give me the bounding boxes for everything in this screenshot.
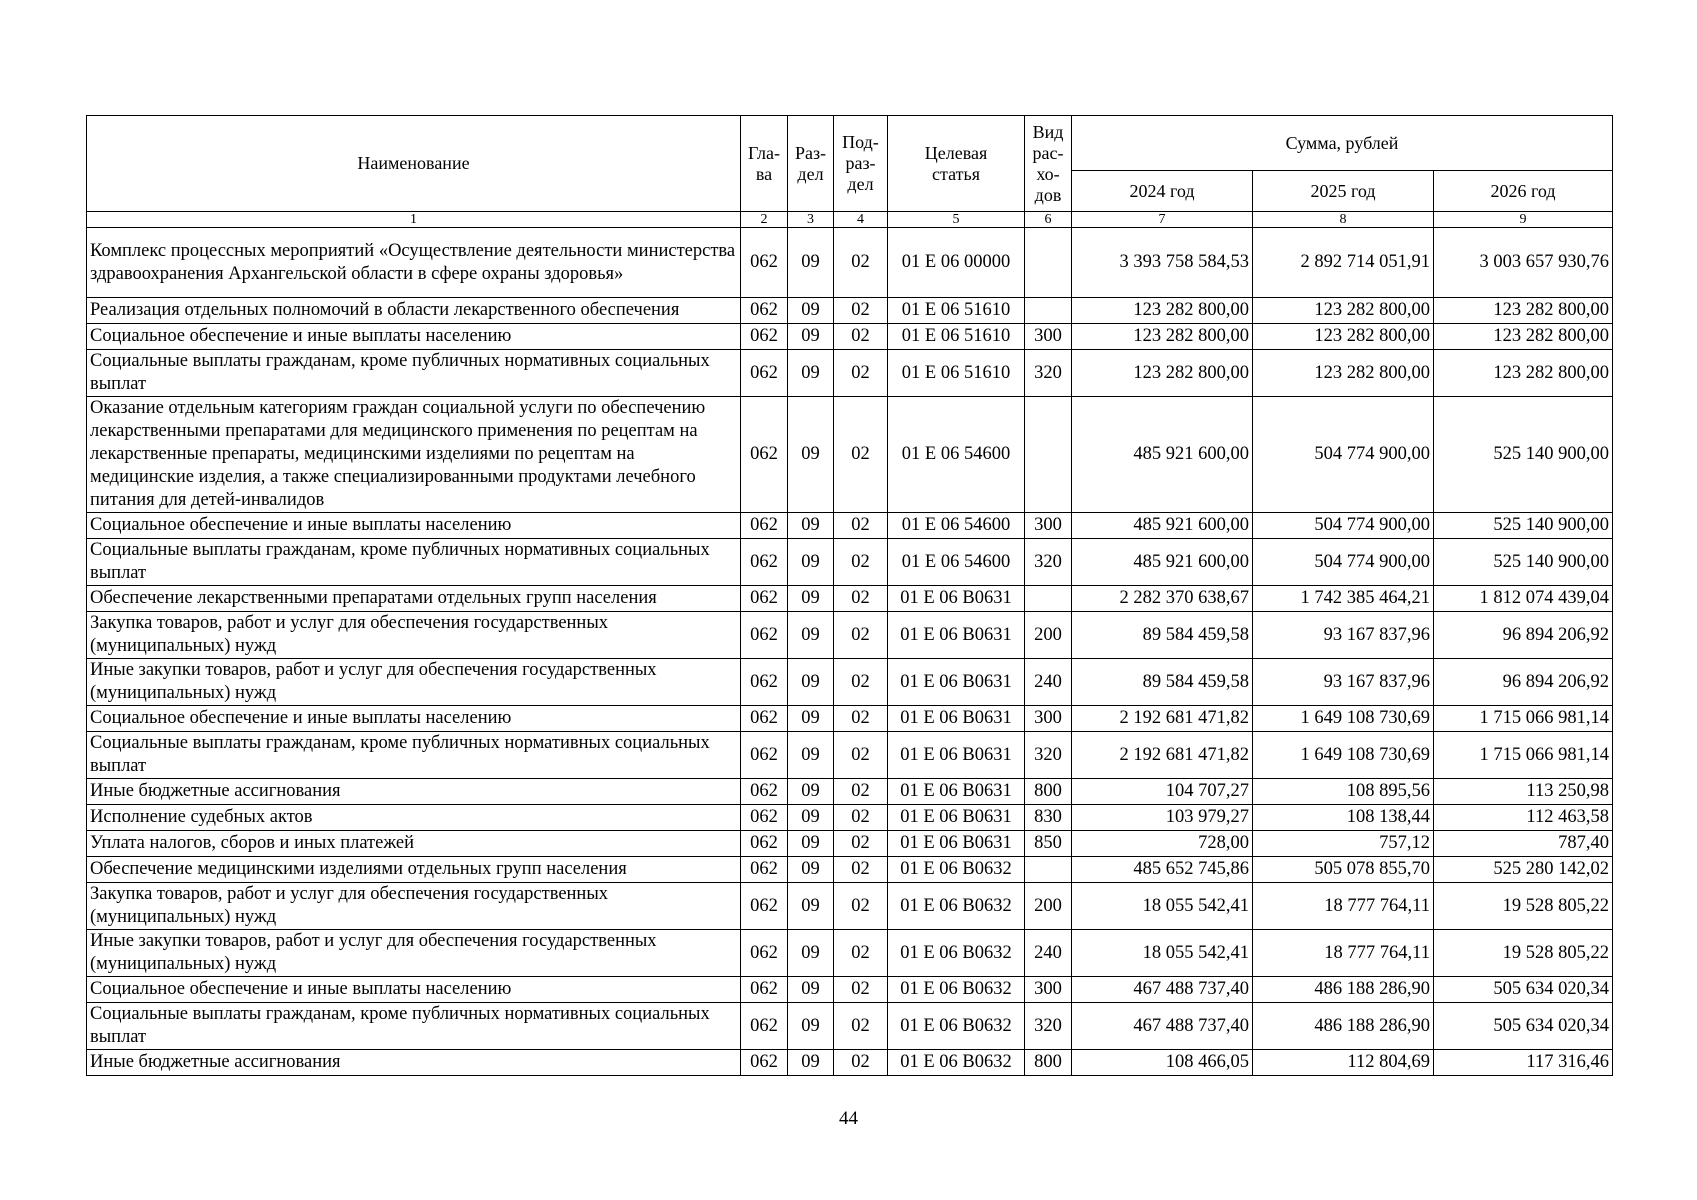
- row-target: 01 Е 06 54600: [888, 397, 1025, 513]
- column-number: 8: [1253, 212, 1434, 228]
- row-expense-type: 320: [1025, 732, 1072, 779]
- row-sum-2024: 485 921 600,00: [1072, 539, 1253, 586]
- table-row: [87, 831, 1613, 857]
- row-chapter: 062: [741, 539, 788, 586]
- row-sum-2025: 108 138,44: [1253, 805, 1434, 831]
- row-subsection: 02: [834, 732, 888, 779]
- row-subsection: 02: [834, 539, 888, 586]
- row-expense-type: 320: [1025, 539, 1072, 586]
- row-target: 01 Е 06 В0631: [888, 732, 1025, 779]
- row-name: Иные закупки товаров, работ и услуг для обеспечения государственных (муниципальных) нужд: [87, 930, 741, 977]
- row-name: Оказание отдельным категориям граждан социальной услуги по обеспечению лекарственными препаратами для медицинского применения по рецептам на лекарственные препараты, медицинскими изделиями по рецептам на медицинские изделия, а также специализированными продуктами лечебного питания для детей-инвалидов: [87, 397, 741, 513]
- row-expense-type: 300: [1025, 324, 1072, 350]
- row-expense-type: 830: [1025, 805, 1072, 831]
- budget-table: [86, 115, 1613, 1076]
- row-sum-2026: 19 528 805,22: [1434, 883, 1613, 930]
- row-target: 01 Е 06 В0631: [888, 831, 1025, 857]
- row-expense-type: [1025, 586, 1072, 612]
- table-row: [87, 732, 1613, 779]
- row-sum-2026: 123 282 800,00: [1434, 324, 1613, 350]
- row-target: 01 Е 06 В0631: [888, 779, 1025, 805]
- row-sum-2024: 89 584 459,58: [1072, 612, 1253, 659]
- row-sum-2025: 93 167 837,96: [1253, 659, 1434, 706]
- row-section: 09: [788, 1003, 834, 1050]
- row-section: 09: [788, 857, 834, 883]
- row-sum-2026: 117 316,46: [1434, 1050, 1613, 1076]
- row-sum-2024: 89 584 459,58: [1072, 659, 1253, 706]
- page-number: 44: [839, 1108, 858, 1129]
- row-subsection: 02: [834, 397, 888, 513]
- row-expense-type: 240: [1025, 659, 1072, 706]
- row-chapter: 062: [741, 324, 788, 350]
- row-sum-2024: 3 393 758 584,53: [1072, 228, 1253, 298]
- table-row: [87, 930, 1613, 977]
- row-sum-2026: 3 003 657 930,76: [1434, 228, 1613, 298]
- row-sum-2024: 2 192 681 471,82: [1072, 706, 1253, 732]
- row-expense-type: 300: [1025, 513, 1072, 539]
- row-target: 01 Е 06 51610: [888, 350, 1025, 397]
- row-expense-type: [1025, 298, 1072, 324]
- row-sum-2026: 113 250,98: [1434, 779, 1613, 805]
- row-chapter: 062: [741, 659, 788, 706]
- row-sum-2026: 525 280 142,02: [1434, 857, 1613, 883]
- row-sum-2024: 485 921 600,00: [1072, 513, 1253, 539]
- row-name: Социальные выплаты гражданам, кроме публичных нормативных социальных выплат: [87, 1003, 741, 1050]
- row-sum-2024: 467 488 737,40: [1072, 977, 1253, 1003]
- row-section: 09: [788, 513, 834, 539]
- row-expense-type: [1025, 857, 1072, 883]
- header-chapter: Гла- ва: [741, 116, 788, 212]
- row-section: 09: [788, 706, 834, 732]
- row-section: 09: [788, 350, 834, 397]
- row-section: 09: [788, 883, 834, 930]
- row-name: Комплекс процессных мероприятий «Осуществление деятельности министерства здравоохранения Архангельской области в сфере охраны здоровья»: [87, 228, 741, 298]
- row-subsection: 02: [834, 612, 888, 659]
- row-subsection: 02: [834, 659, 888, 706]
- row-section: 09: [788, 805, 834, 831]
- row-sum-2026: 1 715 066 981,14: [1434, 732, 1613, 779]
- row-section: 09: [788, 659, 834, 706]
- row-section: 09: [788, 930, 834, 977]
- row-section: 09: [788, 397, 834, 513]
- row-chapter: 062: [741, 831, 788, 857]
- row-chapter: 062: [741, 930, 788, 977]
- row-target: 01 Е 06 51610: [888, 298, 1025, 324]
- row-section: 09: [788, 732, 834, 779]
- row-chapter: 062: [741, 612, 788, 659]
- row-section: 09: [788, 539, 834, 586]
- row-subsection: 02: [834, 350, 888, 397]
- row-sum-2025: 112 804,69: [1253, 1050, 1434, 1076]
- row-sum-2024: 18 055 542,41: [1072, 883, 1253, 930]
- row-target: 01 Е 06 В0632: [888, 930, 1025, 977]
- row-subsection: 02: [834, 1050, 888, 1076]
- row-subsection: 02: [834, 930, 888, 977]
- row-subsection: 02: [834, 805, 888, 831]
- row-sum-2026: 525 140 900,00: [1434, 397, 1613, 513]
- row-sum-2025: 504 774 900,00: [1253, 539, 1434, 586]
- table-row: [87, 779, 1613, 805]
- row-subsection: 02: [834, 706, 888, 732]
- row-name: Закупка товаров, работ и услуг для обеспечения государственных (муниципальных) нужд: [87, 612, 741, 659]
- row-sum-2025: 123 282 800,00: [1253, 298, 1434, 324]
- table-row: [87, 350, 1613, 397]
- row-subsection: 02: [834, 1003, 888, 1050]
- table-row: [87, 324, 1613, 350]
- row-expense-type: 800: [1025, 779, 1072, 805]
- row-sum-2026: 505 634 020,34: [1434, 1003, 1613, 1050]
- row-sum-2024: 104 707,27: [1072, 779, 1253, 805]
- header-year-2024: 2024 год: [1072, 171, 1253, 212]
- table-row: [87, 659, 1613, 706]
- row-target: 01 Е 06 В0632: [888, 977, 1025, 1003]
- table-row: [87, 228, 1613, 298]
- row-sum-2025: 18 777 764,11: [1253, 883, 1434, 930]
- header-subsection: Под- раз- дел: [834, 116, 888, 212]
- header-section: Раз- дел: [788, 116, 834, 212]
- row-sum-2025: 123 282 800,00: [1253, 350, 1434, 397]
- column-number: 7: [1072, 212, 1253, 228]
- table-row: [87, 397, 1613, 513]
- table-row: [87, 857, 1613, 883]
- row-target: 01 Е 06 В0632: [888, 883, 1025, 930]
- row-subsection: 02: [834, 298, 888, 324]
- row-sum-2026: 525 140 900,00: [1434, 539, 1613, 586]
- row-sum-2026: 1 812 074 439,04: [1434, 586, 1613, 612]
- row-subsection: 02: [834, 228, 888, 298]
- row-section: 09: [788, 831, 834, 857]
- row-expense-type: 320: [1025, 350, 1072, 397]
- row-subsection: 02: [834, 883, 888, 930]
- row-expense-type: 200: [1025, 612, 1072, 659]
- row-sum-2025: 18 777 764,11: [1253, 930, 1434, 977]
- row-sum-2024: 728,00: [1072, 831, 1253, 857]
- row-chapter: 062: [741, 805, 788, 831]
- table-row: [87, 977, 1613, 1003]
- row-sum-2025: 504 774 900,00: [1253, 513, 1434, 539]
- row-sum-2025: 504 774 900,00: [1253, 397, 1434, 513]
- row-expense-type: 320: [1025, 1003, 1072, 1050]
- row-name: Социальное обеспечение и иные выплаты населению: [87, 324, 741, 350]
- row-sum-2024: 123 282 800,00: [1072, 324, 1253, 350]
- row-section: 09: [788, 298, 834, 324]
- column-number: 9: [1434, 212, 1613, 228]
- row-section: 09: [788, 324, 834, 350]
- row-sum-2025: 486 188 286,90: [1253, 1003, 1434, 1050]
- table-row: [87, 298, 1613, 324]
- row-target: 01 Е 06 В0631: [888, 586, 1025, 612]
- row-name: Социальные выплаты гражданам, кроме публичных нормативных социальных выплат: [87, 732, 741, 779]
- row-sum-2025: 108 895,56: [1253, 779, 1434, 805]
- row-name: Обеспечение медицинскими изделиями отдельных групп населения: [87, 857, 741, 883]
- row-name: Социальные выплаты гражданам, кроме публичных нормативных социальных выплат: [87, 350, 741, 397]
- header-year-2026: 2026 год: [1434, 171, 1613, 212]
- row-sum-2025: 1 742 385 464,21: [1253, 586, 1434, 612]
- row-target: 01 Е 06 В0632: [888, 1050, 1025, 1076]
- row-sum-2026: 1 715 066 981,14: [1434, 706, 1613, 732]
- row-target: 01 Е 06 51610: [888, 324, 1025, 350]
- row-chapter: 062: [741, 732, 788, 779]
- table-row: [87, 513, 1613, 539]
- row-sum-2026: 505 634 020,34: [1434, 977, 1613, 1003]
- row-sum-2025: 93 167 837,96: [1253, 612, 1434, 659]
- row-sum-2026: 123 282 800,00: [1434, 298, 1613, 324]
- row-expense-type: [1025, 228, 1072, 298]
- row-chapter: 062: [741, 228, 788, 298]
- column-number: 4: [834, 212, 888, 228]
- row-expense-type: 300: [1025, 977, 1072, 1003]
- table-row: [87, 1050, 1613, 1076]
- row-sum-2026: 96 894 206,92: [1434, 612, 1613, 659]
- row-sum-2024: 108 466,05: [1072, 1050, 1253, 1076]
- table-row: [87, 706, 1613, 732]
- table-body: [87, 228, 1613, 1076]
- row-sum-2026: 787,40: [1434, 831, 1613, 857]
- row-section: 09: [788, 228, 834, 298]
- row-target: 01 Е 06 В0631: [888, 612, 1025, 659]
- header-sum: Сумма, рублей: [1072, 116, 1613, 171]
- header-target: Целевая статья: [888, 116, 1025, 212]
- column-number: 2: [741, 212, 788, 228]
- row-section: 09: [788, 612, 834, 659]
- header-year-2025: 2025 год: [1253, 171, 1434, 212]
- row-sum-2024: 123 282 800,00: [1072, 298, 1253, 324]
- row-sum-2024: 18 055 542,41: [1072, 930, 1253, 977]
- table-row: [87, 612, 1613, 659]
- row-name: Уплата налогов, сборов и иных платежей: [87, 831, 741, 857]
- row-name: Социальные выплаты гражданам, кроме публичных нормативных социальных выплат: [87, 539, 741, 586]
- row-expense-type: 300: [1025, 706, 1072, 732]
- row-name: Реализация отдельных полномочий в области лекарственного обеспечения: [87, 298, 741, 324]
- row-name: Социальное обеспечение и иные выплаты населению: [87, 513, 741, 539]
- row-sum-2026: 19 528 805,22: [1434, 930, 1613, 977]
- row-sum-2025: 1 649 108 730,69: [1253, 732, 1434, 779]
- column-number: 5: [888, 212, 1025, 228]
- row-sum-2026: 112 463,58: [1434, 805, 1613, 831]
- row-target: 01 Е 06 00000: [888, 228, 1025, 298]
- row-section: 09: [788, 977, 834, 1003]
- row-target: 01 Е 06 В0632: [888, 857, 1025, 883]
- row-sum-2024: 2 192 681 471,82: [1072, 732, 1253, 779]
- row-section: 09: [788, 586, 834, 612]
- row-chapter: 062: [741, 1003, 788, 1050]
- row-sum-2024: 123 282 800,00: [1072, 350, 1253, 397]
- row-chapter: 062: [741, 883, 788, 930]
- row-sum-2026: 96 894 206,92: [1434, 659, 1613, 706]
- row-sum-2024: 485 921 600,00: [1072, 397, 1253, 513]
- row-subsection: 02: [834, 779, 888, 805]
- row-name: Иные бюджетные ассигнования: [87, 1050, 741, 1076]
- header-expense-type: Вид рас- хо- дов: [1025, 116, 1072, 212]
- row-name: Закупка товаров, работ и услуг для обеспечения государственных (муниципальных) нужд: [87, 883, 741, 930]
- row-sum-2025: 486 188 286,90: [1253, 977, 1434, 1003]
- table-row: [87, 586, 1613, 612]
- row-sum-2024: 467 488 737,40: [1072, 1003, 1253, 1050]
- row-expense-type: 240: [1025, 930, 1072, 977]
- table-row: [87, 805, 1613, 831]
- row-sum-2026: 123 282 800,00: [1434, 350, 1613, 397]
- row-target: 01 Е 06 В0631: [888, 659, 1025, 706]
- row-expense-type: [1025, 397, 1072, 513]
- row-sum-2025: 1 649 108 730,69: [1253, 706, 1434, 732]
- row-target: 01 Е 06 54600: [888, 539, 1025, 586]
- row-chapter: 062: [741, 298, 788, 324]
- row-chapter: 062: [741, 397, 788, 513]
- row-subsection: 02: [834, 857, 888, 883]
- row-sum-2026: 525 140 900,00: [1434, 513, 1613, 539]
- row-subsection: 02: [834, 831, 888, 857]
- row-chapter: 062: [741, 977, 788, 1003]
- row-subsection: 02: [834, 977, 888, 1003]
- row-expense-type: 800: [1025, 1050, 1072, 1076]
- column-number: 6: [1025, 212, 1072, 228]
- row-subsection: 02: [834, 324, 888, 350]
- row-chapter: 062: [741, 1050, 788, 1076]
- header-name: Наименование: [87, 116, 741, 212]
- table-row: [87, 883, 1613, 930]
- row-name: Иные закупки товаров, работ и услуг для обеспечения государственных (муниципальных) нужд: [87, 659, 741, 706]
- row-target: 01 Е 06 В0631: [888, 706, 1025, 732]
- row-chapter: 062: [741, 350, 788, 397]
- row-target: 01 Е 06 В0632: [888, 1003, 1025, 1050]
- row-sum-2024: 485 652 745,86: [1072, 857, 1253, 883]
- column-number: 3: [788, 212, 834, 228]
- row-name: Социальное обеспечение и иные выплаты населению: [87, 977, 741, 1003]
- row-subsection: 02: [834, 586, 888, 612]
- row-target: 01 Е 06 54600: [888, 513, 1025, 539]
- row-expense-type: 850: [1025, 831, 1072, 857]
- row-subsection: 02: [834, 513, 888, 539]
- row-sum-2024: 2 282 370 638,67: [1072, 586, 1253, 612]
- row-sum-2025: 505 078 855,70: [1253, 857, 1434, 883]
- row-chapter: 062: [741, 513, 788, 539]
- row-section: 09: [788, 779, 834, 805]
- row-name: Социальное обеспечение и иные выплаты населению: [87, 706, 741, 732]
- row-name: Обеспечение лекарственными препаратами отдельных групп населения: [87, 586, 741, 612]
- row-name: Исполнение судебных актов: [87, 805, 741, 831]
- row-expense-type: 200: [1025, 883, 1072, 930]
- table-row: [87, 539, 1613, 586]
- row-sum-2025: 757,12: [1253, 831, 1434, 857]
- row-chapter: 062: [741, 706, 788, 732]
- row-sum-2025: 2 892 714 051,91: [1253, 228, 1434, 298]
- table-row: [87, 1003, 1613, 1050]
- row-chapter: 062: [741, 779, 788, 805]
- row-chapter: 062: [741, 857, 788, 883]
- row-section: 09: [788, 1050, 834, 1076]
- row-chapter: 062: [741, 586, 788, 612]
- row-name: Иные бюджетные ассигнования: [87, 779, 741, 805]
- column-number: 1: [87, 212, 741, 228]
- row-target: 01 Е 06 В0631: [888, 805, 1025, 831]
- row-sum-2024: 103 979,27: [1072, 805, 1253, 831]
- row-sum-2025: 123 282 800,00: [1253, 324, 1434, 350]
